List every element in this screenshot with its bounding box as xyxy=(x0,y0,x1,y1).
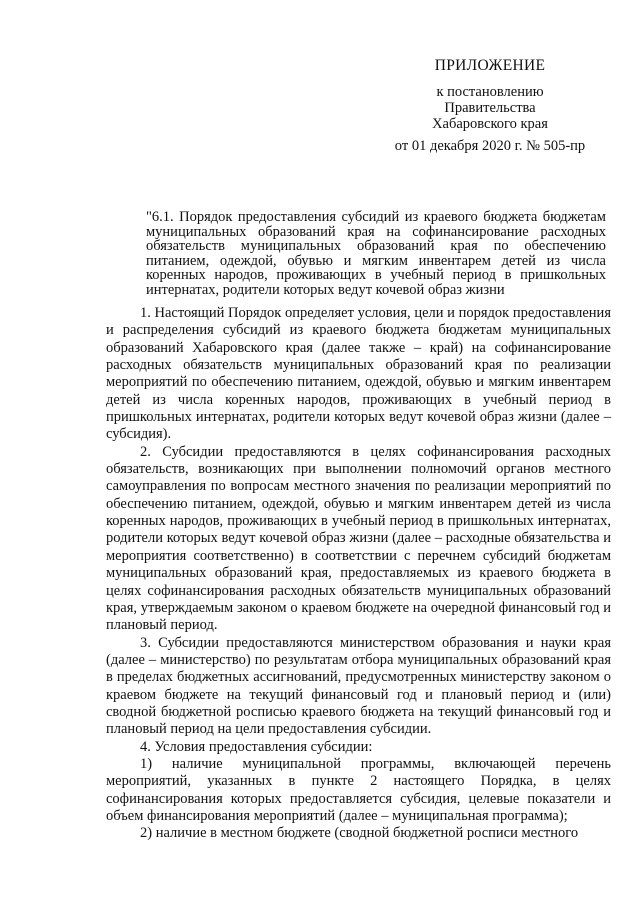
paragraph-4-item-2: 2) наличие в местном бюджете (сводной бюджетной росписи местного xyxy=(140,825,579,842)
paragraph-2: 2. Субсидии предоставляются в целях софинансирования расходных обязательств, возникающих при выполнении полномочий органов местного самоуправления по вопросам местного значения по реализации мероприятий по обеспечению питанием, одеждой, обувью и мягким инвентарем детей из числа коренных народов, проживающих в учебный период в пришкольных интернатах, родители которых ведут кочевой образ жизни (далее – расходные обязательства и мероприятия соответственно) в соответствии с перечнем субсидий бюджетам муниципальных образований края, предоставляемых из краевого бюджета в целях софинансирования расходных обязательств муниципальных образований края, утверждаемым законом о краевом бюджете на очередной финансовый год и плановый период. xyxy=(106,443,611,634)
appendix-block xyxy=(380,58,600,154)
paragraph-4: 4. Условия предоставления субсидии: xyxy=(140,738,373,755)
section-title xyxy=(146,210,606,298)
appendix-line-government: Правительства xyxy=(444,100,536,116)
appendix-order-reference: от 01 декабря 2020 г. № 505-пр xyxy=(394,138,586,154)
appendix-line-region: Хабаровского края xyxy=(432,116,548,132)
document-body xyxy=(106,305,611,843)
paragraph-1: 1. Настоящий Порядок определяет условия, цели и порядок предоставления и распределения субсидий из краевого бюджета бюджетам муниципальных образований Хабаровского края (далее также – край) на софинансирование расходных обязательств муниципальных образований края по реализации мероприятий по обеспечению питанием, одеждой, обувью и мягким инвентарем детей из числа коренных народов, проживающих в учебный период в пришкольных интернатах, родители которых ведут кочевой образ жизни (далее – субсидия). xyxy=(106,305,611,443)
paragraph-4-item-1: 1) наличие муниципальной программы, включающей перечень мероприятий, указанных в пункте 2 настоящего Порядка, в целях софинансирования которых предоставляется субсидия, целевые показатели и объем финансирования мероприятий (далее – муниципальная программа); xyxy=(106,755,611,824)
appendix-line-resolution: к постановлению xyxy=(436,84,544,100)
appendix-title: ПРИЛОЖЕНИЕ xyxy=(434,57,546,74)
section-title-text: Порядок предоставления субсидий из краевого бюджета бюджетам муниципальных образований края на софинансирование расходных обязательств муниципальных образований края по обеспечению питанием, одеждой, обувью и мягким инвентарем детей из числа коренных народов, проживающих в учебный период в пришкольных интернатах, родители которых ведут кочевой образ жизни xyxy=(146,209,606,298)
paragraph-3: 3. Субсидии предоставляются министерством образования и науки края (далее – министерство) по результатам отбора муниципальных образований края в пределах бюджетных ассигнований, предусмотренных министерству законом о краевом бюджете на текущий финансовый год и плановый период и (или) сводной бюджетной росписью краевого бюджета на текущий финансовый год и плановый период на цели предоставления субсидии. xyxy=(106,634,611,738)
section-number: "6.1. xyxy=(146,209,180,225)
